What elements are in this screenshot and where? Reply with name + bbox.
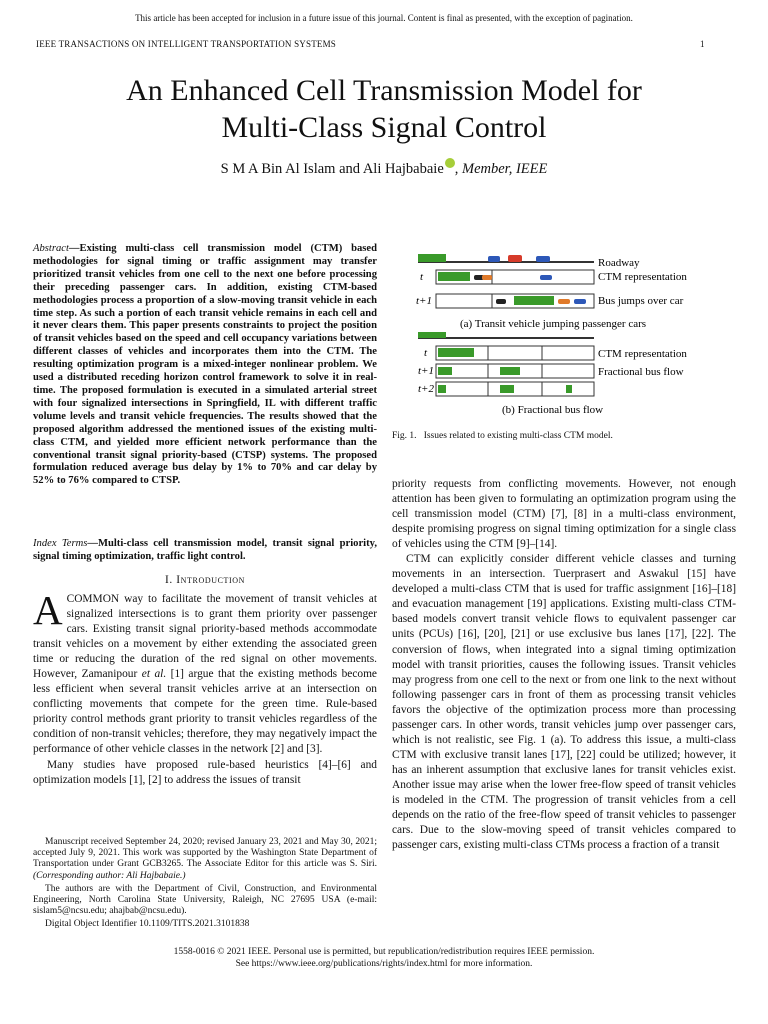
copyright-line-1: 1558-0016 © 2021 IEEE. Personal use is permitted, but republication/redistribution requires IEEE permission. — [173, 947, 595, 957]
title-line-2: Multi-Class Signal Control — [221, 111, 547, 144]
label-fractional-flow: Fractional bus flow — [598, 366, 684, 378]
index-terms-text: Multi-class cell transmission model, transit signal priority, signal timing optimization, traffic light control. — [33, 538, 377, 562]
car-icon — [536, 256, 550, 262]
footnote-corresponding: (Corresponding author: Ali Hajbabaie.) — [33, 870, 186, 881]
section-heading — [33, 574, 377, 586]
abstract-label: Abstract — [33, 243, 69, 254]
car-icon — [508, 255, 522, 262]
author-line — [60, 158, 708, 178]
intro-etal: et al. — [141, 668, 167, 681]
membership: Member, IEEE — [462, 161, 548, 177]
intro-p1-end: [1] argue that the existing methods become less efficient when several transit vehicles arrive at an intersection on conflicting movements that compete for the green time. Rule-based priority control methods grant priority to transit vehicles regardless of the condition of non-transit vehicles; therefore, they may negatively impact the performance of other vehicle classes in the network [2] and [3]. — [33, 668, 377, 756]
label-ctm-representation: CTM representation — [598, 271, 687, 283]
car-icon — [574, 299, 586, 304]
bus-icon — [514, 296, 554, 305]
label-t1-b: t+1 — [418, 365, 434, 377]
label-t1: t+1 — [416, 295, 432, 307]
subcaption-b: (b) Fractional bus flow — [502, 404, 604, 416]
abstract — [33, 243, 377, 488]
figure-1 — [416, 250, 716, 430]
car-icon — [496, 299, 506, 304]
label-t2-b: t+2 — [418, 383, 434, 395]
copyright-line-2[interactable]: See https://www.ieee.org/publications/rights/index.html for more information. — [235, 958, 533, 969]
car-icon — [482, 275, 492, 280]
right-column-text — [392, 477, 736, 853]
car-icon — [540, 275, 552, 280]
bus-icon — [438, 272, 470, 281]
bus-icon — [566, 385, 572, 393]
introduction-text — [33, 587, 377, 788]
bus-icon — [418, 332, 446, 338]
drop-cap: A — [33, 587, 63, 633]
bus-icon — [438, 385, 446, 393]
figure-panel-b — [418, 332, 687, 416]
abstract-dash: — — [68, 243, 80, 254]
subcaption-a: (a) Transit vehicle jumping passenger cars — [460, 318, 647, 330]
abstract-text: Existing multi-class cell transmission model (CTM) based methodologies for signal timing or traffic assignment may transfer prioritized transit vehicles from one cell to the next one before processing their preceding passenger cars. In addition, existing CTM-based methodologies process a proportion of a slow-moving transit vehicle in each time step. As such a portion of each transit vehicle remains in each cell and it never clears them. This paper presents constraints to project the position of transit vehicles based on the speed and cell occupancy variations between different classes of vehicles and incorporates them into the CTM. The resulting optimization program is a mixed-integer nonlinear problem. We used a distributed receding horizon control framework to solve it in real-time. The proposed formulation is executed in a simulated arterial street with four signalized intersections in Springfield, IL with different traffic volume levels and transit vehicle frequencies. The results showed that the proposed algorithm addressed the mentioned issues of the existing multi-class CTM, and yielded more efficient network performance than the conventional transit signal priority-based (CTSP) systems. The proposed formulation reduced average bus delay by 1% to 70% and car delay by 52% to 76% compared to CTSP. — [33, 243, 377, 487]
orcid-icon[interactable] — [445, 158, 455, 168]
intro-paragraph-1 — [33, 587, 377, 758]
index-terms-dash: — — [87, 538, 98, 549]
car-icon — [558, 299, 570, 304]
bus-icon — [500, 385, 514, 393]
figure-caption — [392, 431, 736, 441]
index-terms-label: Index Terms — [33, 538, 88, 549]
index-terms — [33, 538, 377, 564]
footnote-affiliation: The authors are with the Department of Civil, Construction, and Environmental Engineering, North Carolina State University, Raleigh, NC 27695 USA (e-mail: sislam5@ncsu.edu; ahajbab@ncsu.edu). — [33, 883, 377, 917]
intro-p1-text: COMMON way to facilitate the movement of transit vehicles at signalized intersections is to grant them priority over passenger cars. Existing transit signal priority-based methods accommodate transit vehicles on a movement by either extending the associated green time or reducing the duration of the red signal on other movements. However, Zamanipour — [33, 593, 377, 681]
footnote-doi: Digital Object Identifier 10.1109/TITS.2021.3101838 — [45, 919, 250, 930]
bus-icon — [418, 254, 446, 262]
title-line-1: An Enhanced Cell Transmission Model for — [126, 74, 642, 107]
running-head: IEEE TRANSACTIONS ON INTELLIGENT TRANSPORTATION SYSTEMS — [36, 39, 336, 49]
right-paragraph-2: CTM can explicitly consider different vehicle classes and turning movements in an intersection. Tuerprasert and Aswakul [15] have developed a multi-class CTM that is used for traffic assignment [16]–[18] and evacuation management [19] applications. Existing multi-class CTM-based models convert transit vehicle flows to equivalent passenger car units (PCUs) [16], [20], [21] or use exclusive bus lanes [17], [22]. The conversion of flows, when integrated into a signal timing optimization model with transit priorities, causes the following issues. Transit vehicles may progress from one cell to the next or from one link to the next without following passenger cars in front of them as processing transit vehicles favors the objective of the optimization process more than processing passenger cars. In other words, transit vehicles jump over passenger cars, which is not realistic, see Fig. 1 (a). To address this issue, a multi-class CTM with exclusive transit lanes [17], [22] could be utilized; however, it has an inherent assumption that exclusive lanes for transit vehicles exist. Another issue may arise when the lower free-flow speed of transit vehicles is modeled in the CTM. The progression of transit vehicles from a cell depends on the ratio of the free-flow speed of transit vehicles to passenger cars. Due to the slow-moving speed of transit vehicles compared to passenger cars, existing multi-class CTMs process a fraction of a transit — [392, 553, 736, 852]
footnotes — [33, 837, 377, 933]
section-title: Introduction — [176, 574, 246, 586]
figure-caption-label: Fig. 1. — [392, 431, 417, 441]
car-icon — [488, 256, 500, 262]
bus-icon — [438, 348, 474, 357]
footnote-received: Manuscript received September 24, 2020; revised January 23, 2021 and May 30, 2021; accepted July 9, 2021. This work was supported by the Washington State Department of Transportation under Grant GCB3265. The Associate Editor for this article was S. Siri. (Corresponding author: Ali Hajbabaie.) — [33, 837, 377, 881]
page-number: 1 — [700, 39, 705, 49]
label-t: t — [420, 271, 424, 283]
label-bus-jumps: Bus jumps over car — [598, 295, 684, 307]
bus-icon — [500, 367, 520, 375]
author-suffix: , — [454, 161, 463, 177]
acceptance-notice: This article has been accepted for inclusion in a future issue of this journal. Content is final as presented, with the exception of pagination. — [135, 13, 633, 23]
intro-paragraph-2: Many studies have proposed rule-based heuristics [4]–[6] and optimization models [1], [2] to address the issues of transit — [33, 758, 377, 786]
figure-panel-a — [416, 254, 687, 330]
section-number: I. — [164, 574, 177, 586]
label-t-b: t — [424, 347, 428, 359]
label-roadway: Roadway — [598, 257, 640, 269]
bus-icon — [438, 367, 452, 375]
right-paragraph-1: priority requests from conflicting movements. However, not enough attention has been given to formulating an optimization program using the cell transmission model (CTM) [7], [8] in a multi-class environment, despite promising progress on signal timing optimization for a single class of vehicles using the CTM [9]–[14]. — [392, 478, 736, 551]
figure-caption-text: Issues related to existing multi-class CTM model. — [423, 431, 613, 441]
authors: S M A Bin Al Islam and Ali Hajbabaie — [220, 161, 444, 177]
copyright-footer — [0, 947, 768, 970]
paper-title — [60, 72, 708, 146]
label-ctm-representation-b: CTM representation — [598, 348, 687, 360]
